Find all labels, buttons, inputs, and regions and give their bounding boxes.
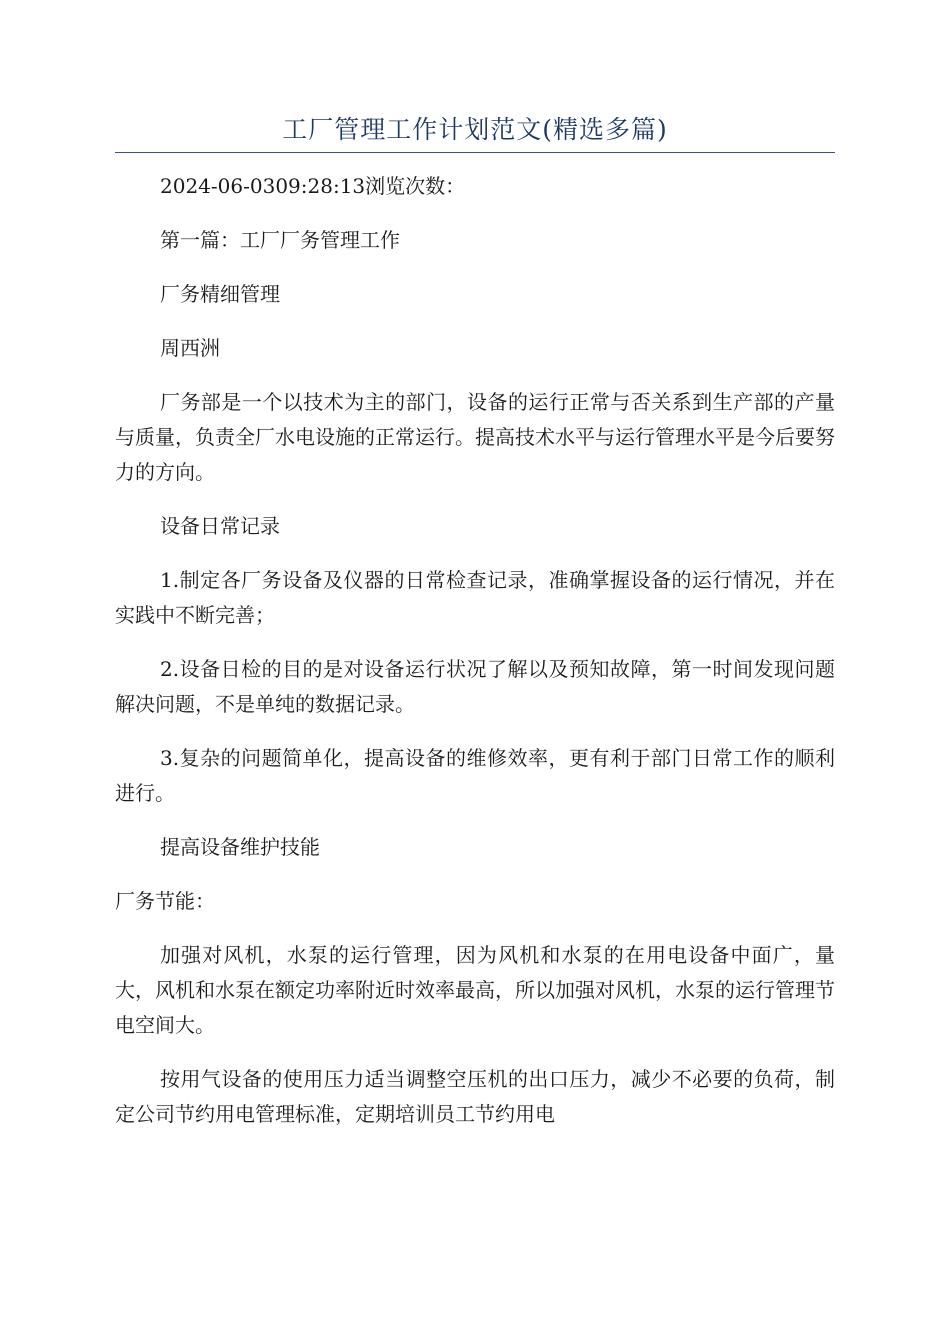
paragraph: 3.复杂的问题简单化，提高设备的维修效率，更有利于部门日常工作的顺利进行。 (115, 746, 835, 805)
document-title: 工厂管理工作计划范文(精选多篇) (115, 110, 835, 153)
paragraph: 厂务节能： (115, 889, 215, 913)
paragraph: 第一篇：工厂厂务管理工作 (160, 228, 400, 252)
paragraph: 加强对风机，水泵的运行管理，因为风机和水泵的在用电设备中面广，量大，风机和水泵在额定功率附近时效率最高，所以加强对风机，水泵的运行管理节电空间大。 (115, 943, 835, 1037)
paragraph: 厂务精细管理 (160, 282, 280, 306)
paragraph: 2.设备日检的目的是对设备运行状况了解以及预知故障，第一时间发现问题解决问题，不是单纯的数据记录。 (115, 657, 835, 716)
paragraph: 按用气设备的使用压力适当调整空压机的出口压力，减少不必要的负荷，制定公司节约用电管理标准，定期培训员工节约用电 (115, 1067, 835, 1126)
paragraph: 提高设备维护技能 (160, 835, 320, 859)
meta-line: 2024-06-0309:28:13浏览次数： (160, 174, 466, 198)
paragraph: 1.制定各厂务设备及仪器的日常检查记录，准确掌握设备的运行情况，并在实践中不断完善； (115, 568, 835, 627)
paragraph: 设备日常记录 (160, 514, 280, 538)
document-page (115, 110, 835, 1151)
paragraph: 周西洲 (160, 336, 220, 360)
paragraph: 厂务部是一个以技术为主的部门，设备的运行正常与否关系到生产部的产量与质量，负责全厂水电设施的正常运行。提高技术水平与运行管理水平是今后要努力的方向。 (115, 390, 835, 484)
